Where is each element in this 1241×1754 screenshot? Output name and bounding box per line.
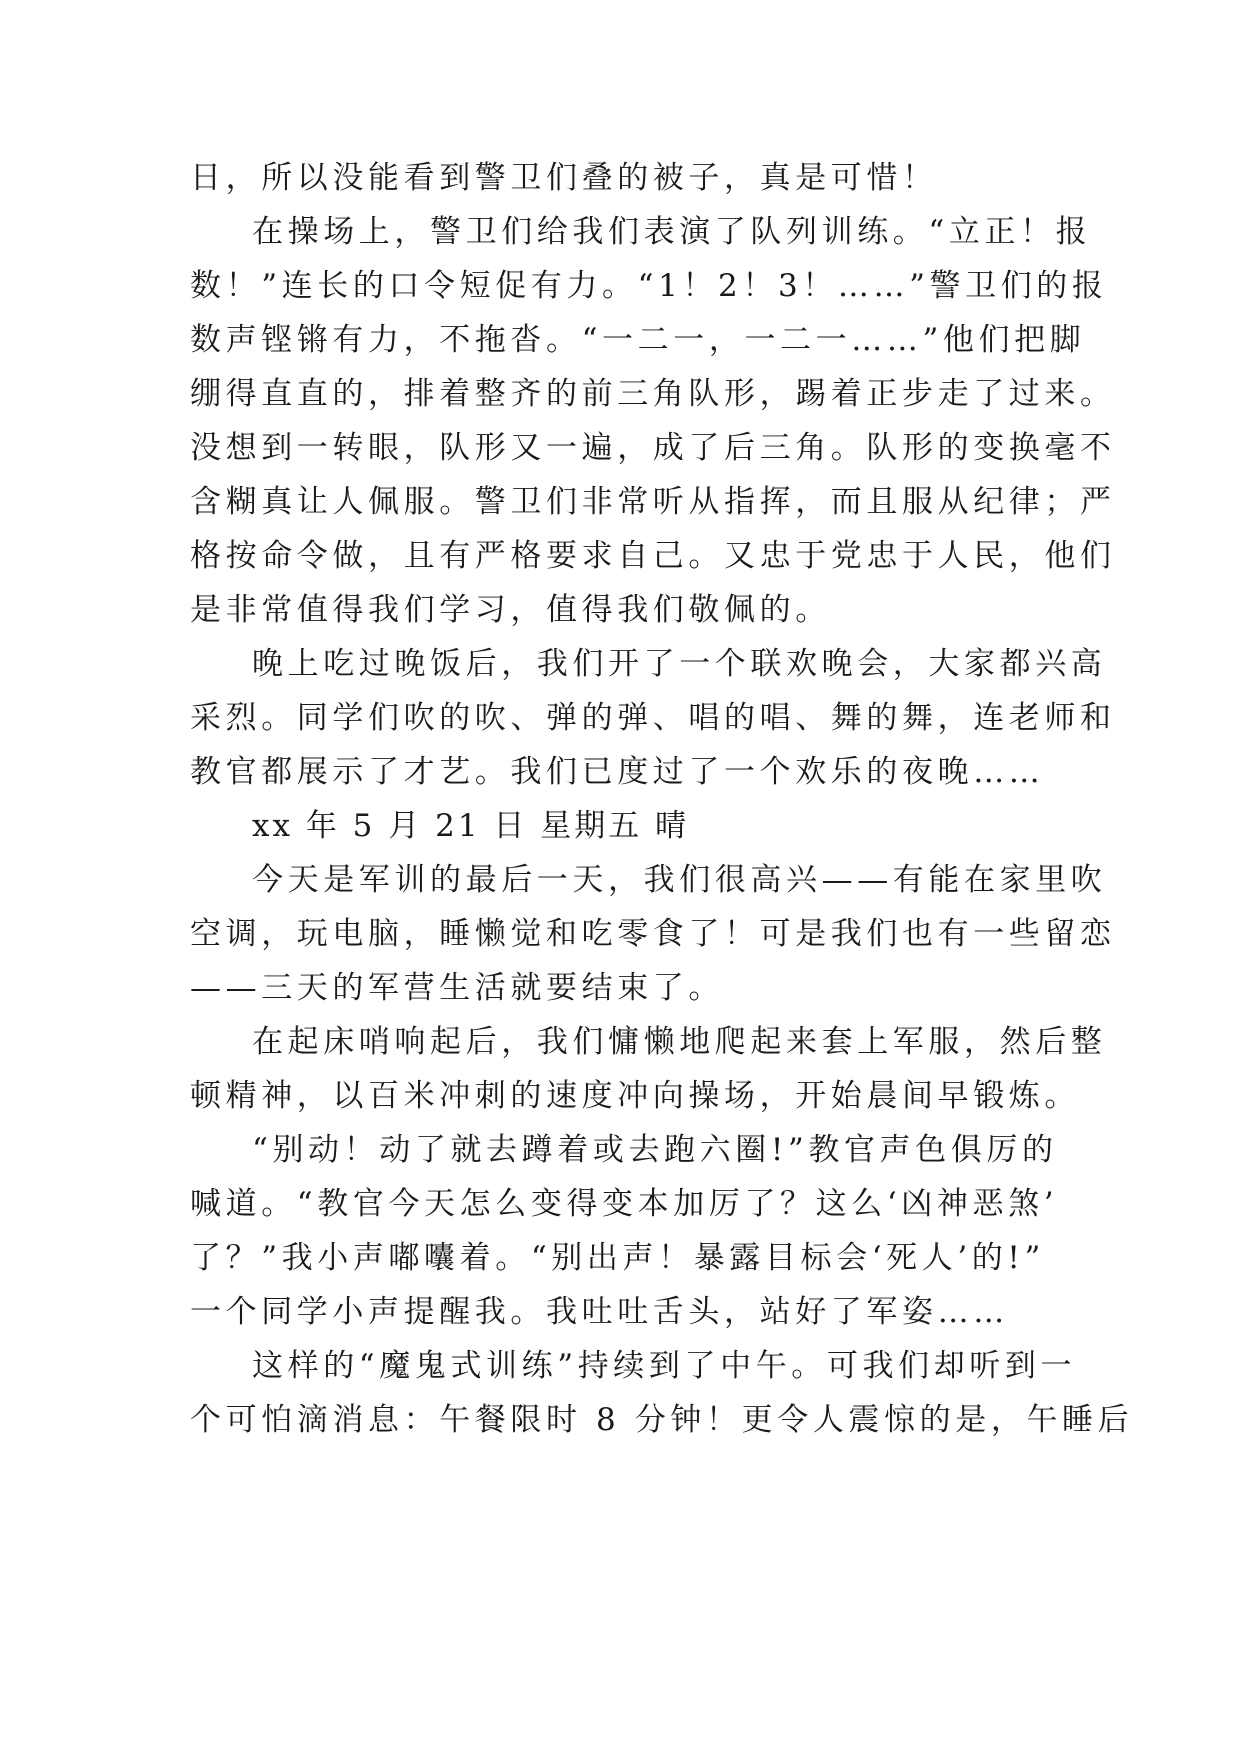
text-line: 绷得直直的，排着整齐的前三角队形，踢着正步走了过来。 — [190, 376, 1116, 412]
text-line: 个可怕滴消息：午餐限时 8 分钟！更令人震惊的是，午睡后 — [190, 1402, 1134, 1438]
text-line: 这样的“魔鬼式训练”持续到了中午。可我们却听到一 — [252, 1348, 1077, 1384]
text-line: 在操场上，警卫们给我们表演了队列训练。“立正！报 — [252, 214, 1092, 250]
text-line: “别动！动了就去蹲着或去跑六圈!”教官声色俱厉的 — [252, 1132, 1058, 1168]
text-line: 顿精神，以百米冲刺的速度冲向操场，开始晨间早锻炼。 — [190, 1078, 1080, 1114]
text-line: 采烈。同学们吹的吹、弹的弹、唱的唱、舞的舞，连老师和 — [190, 700, 1116, 736]
text-line: 在起床哨响起后，我们慵懒地爬起来套上军服，然后整 — [252, 1024, 1107, 1060]
text-line: 含糊真让人佩服。警卫们非常听从指挥，而且服从纪律；严 — [190, 484, 1116, 520]
date-line: xx 年 5 月 21 日 星期五 晴 — [252, 808, 690, 844]
text-line: 数！”连长的口令短促有力。“1！2！3！……”警卫们的报 — [190, 268, 1108, 304]
text-line: 格按命令做，且有严格要求自己。又忠于党忠于人民，他们 — [190, 538, 1116, 574]
text-line: 数声铿锵有力，不拖沓。“一二一，一二一……”他们把脚 — [190, 322, 1086, 358]
text-line: 教官都展示了才艺。我们已度过了一个欢乐的夜晚…… — [190, 754, 1045, 790]
text-line: ——三天的军营生活就要结束了。 — [190, 970, 724, 1006]
text-line: 喊道。“教官今天怎么变得变本加厉了？这么‘凶神恶煞’ — [190, 1186, 1059, 1222]
text-line: 日，所以没能看到警卫们叠的被子，真是可惜！ — [190, 160, 938, 196]
text-line: 今天是军训的最后一天，我们很高兴——有能在家里吹 — [252, 862, 1107, 898]
text-line: 没想到一转眼，队形又一遍，成了后三角。队形的变换毫不 — [190, 430, 1116, 466]
text-line: 是非常值得我们学习，值得我们敬佩的。 — [190, 592, 831, 628]
text-line: 了？”我小声嘟囔着。“别出声！暴露目标会‘死人’的!” — [190, 1240, 1045, 1276]
text-line: 一个同学小声提醒我。我吐吐舌头，站好了军姿…… — [190, 1294, 1009, 1330]
text-line: 空调，玩电脑，睡懒觉和吃零食了！可是我们也有一些留恋 — [190, 916, 1116, 952]
text-line: 晚上吃过晚饭后，我们开了一个联欢晚会，大家都兴高 — [252, 646, 1107, 682]
